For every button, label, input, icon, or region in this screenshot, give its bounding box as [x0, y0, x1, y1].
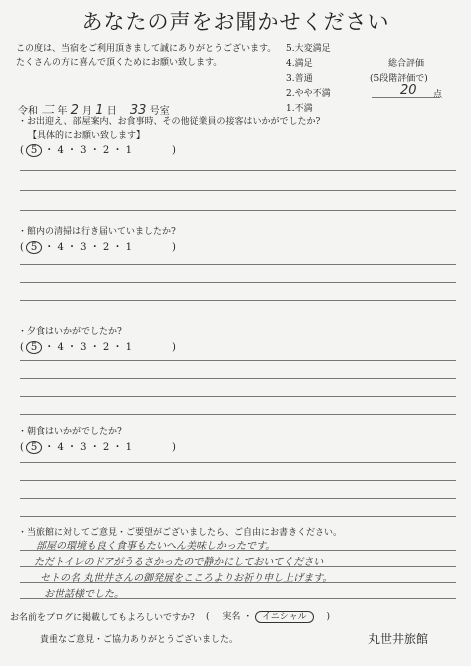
comment-line-3: セトの名 丸世井さんの御発展をこころよりお祈り申し上げます。	[40, 573, 333, 584]
q3-rating: ( 5 ・ 4 ・ 3 ・ 2 ・ 1 )	[20, 342, 176, 353]
scale-1: 1.不満	[286, 104, 313, 114]
q4-rating: ( 5 ・ 4 ・ 3 ・ 2 ・ 1 )	[20, 442, 176, 453]
date-line: 令和 二 年 2 月 1 日 33 号室	[18, 103, 170, 118]
overall-sub: (5段階評価で)	[370, 74, 428, 84]
initials-selected: イニシャル	[255, 611, 313, 623]
q3-text: ・夕食はいかがでしたか?	[18, 327, 122, 337]
page-title: あなたの声をお聞かせください	[81, 10, 390, 34]
q2-text: ・館内の清掃は行き届いていましたか?	[18, 227, 176, 237]
scale-2: 2.やや不満	[286, 89, 331, 99]
overall-unit: 点	[433, 90, 443, 100]
blog-options: ( 実名 ・ イニシャル )	[206, 612, 331, 622]
q1-note: 【具体的にお願い致します】	[28, 131, 146, 141]
scale-5: 5.大変満足	[286, 44, 331, 54]
comment-line-1: 部屋の環境も良く食事もたいへん美味しかったです。	[36, 541, 276, 552]
q2-rating: ( 5 ・ 4 ・ 3 ・ 2 ・ 1 )	[20, 242, 176, 253]
intro-line-2: たくさんの方に喜んで頂くためにお願い致します。	[16, 58, 223, 68]
comment-line-4: お世話様でした。	[44, 589, 124, 600]
overall-label: 総合評価	[388, 59, 425, 69]
blog-question: お名前をブログに掲載してもよろしいですか?	[10, 613, 195, 623]
q1-rating: ( 5 ・ 4 ・ 3 ・ 2 ・ 1 )	[20, 145, 176, 156]
scale-4: 4.満足	[286, 59, 313, 69]
free-comment-prompt: ・当旅館に対してご意見・ご要望がございましたら、ご自由にお書きください。	[18, 528, 343, 538]
scale-3: 3.普通	[286, 74, 313, 84]
q4-text: ・朝食はいかがでしたか?	[18, 427, 122, 437]
inn-name: 丸世井旅館	[368, 632, 429, 646]
intro-line-1: この度は、当宿をご利用頂きまして誠にありがとうございます。	[16, 44, 277, 54]
overall-score: 20	[400, 83, 417, 98]
comment-line-2: ただトイレのドアがうるさかったので静かにしておいてください	[34, 557, 324, 568]
q1-text: ・お出迎え、部屋案内、お食事時、その他従業員の接客はいかがでしたか?	[18, 117, 321, 127]
thanks-text: 貴重なご意見・ご協力ありがとうございました。	[40, 635, 239, 645]
